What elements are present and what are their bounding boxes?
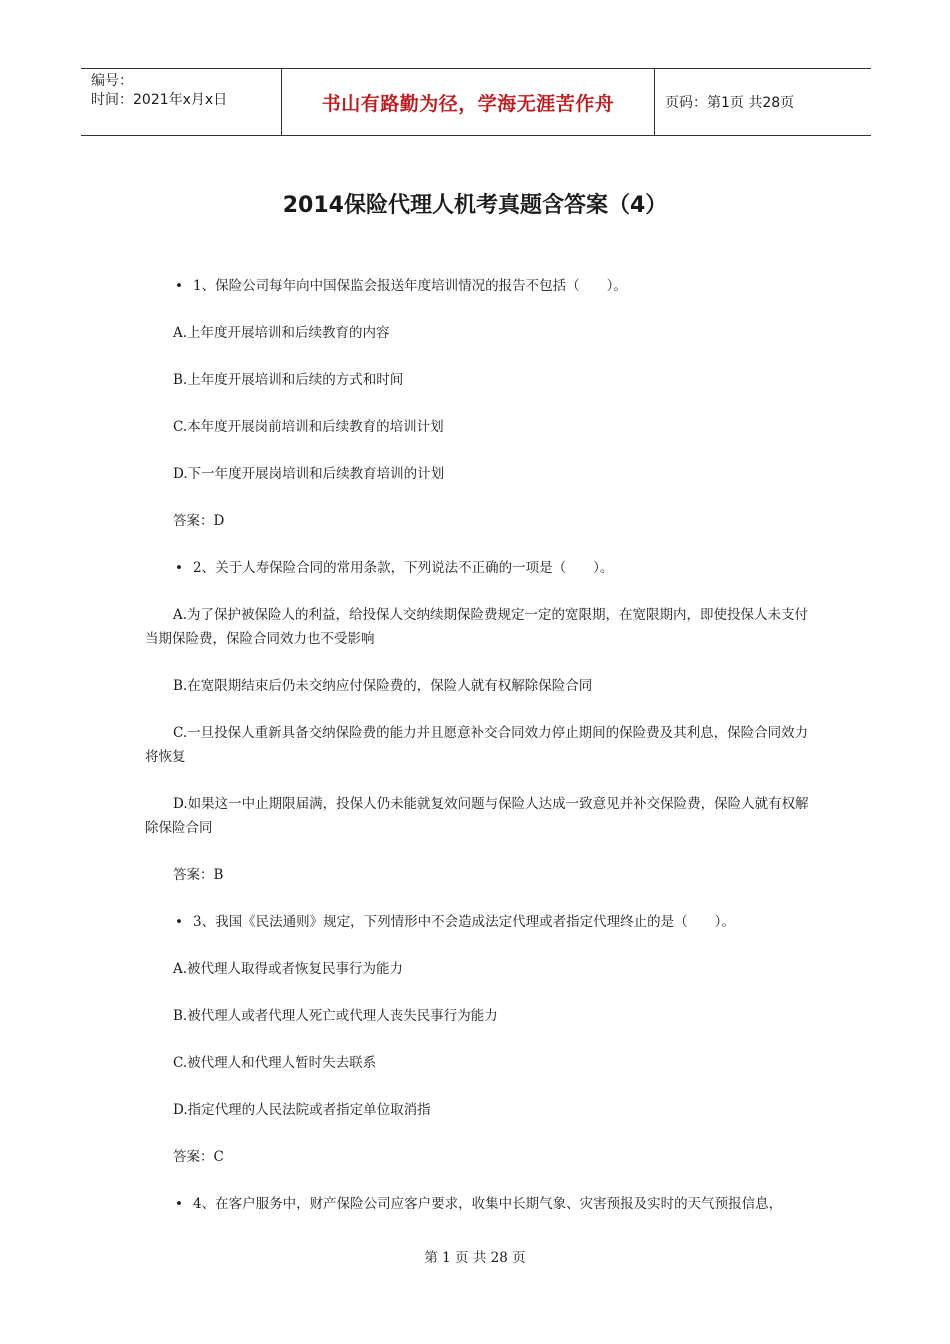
option: B.上年度开展培训和后续的方式和时间: [173, 372, 404, 388]
document-title: 2014保险代理人机考真题含答案（4）: [282, 193, 668, 218]
header-meta: [81, 69, 282, 135]
option: B.在宽限期结束后仍未交纳应付保险费的，保险人就有权解除保险合同: [173, 678, 593, 694]
answer: 答案：C: [173, 1149, 224, 1165]
bullet: •: [175, 278, 183, 294]
option: C.被代理人和代理人暂时失去联系: [173, 1055, 377, 1071]
option: C.本年度开展岗前培训和后续教育的培训计划: [173, 419, 444, 435]
number-label: 编号：: [91, 73, 133, 89]
bullet: •: [175, 1196, 183, 1212]
document-header: [81, 68, 871, 136]
bullet: •: [175, 560, 183, 576]
option: B.被代理人或者代理人死亡或代理人丧失民事行为能力: [173, 1008, 498, 1024]
option: A.为了保护被保险人的利益，给投保人交纳续期保险费规定一定的宽限期，在宽限期内，即使投保人未支付当期保险费，保险合同效力也不受影响: [145, 607, 809, 647]
option: D.下一年度开展岗培训和后续教育培训的计划: [173, 466, 445, 482]
answer: 答案：D: [173, 513, 225, 529]
header-page-code: 页码：第1页 共28页: [665, 95, 795, 111]
option: A.上年度开展培训和后续教育的内容: [173, 325, 390, 341]
option: D.如果这一中止期限届满，投保人仍未能就复效问题与保险人达成一致意见并补交保险费，保险人就有权解除保险合同: [145, 796, 809, 836]
option: C.一旦投保人重新具备交纳保险费的能力并且愿意补交合同效力停止期间的保险费及其利息，保险合同效力将恢复: [145, 725, 809, 765]
question-list: [145, 274, 813, 1239]
time-label: 时间：2021年x月x日: [91, 92, 228, 108]
header-motto: 书山有路勤为径，学海无涯苦作舟: [282, 69, 655, 135]
page-footer: 第 1 页 共 28 页: [424, 1250, 526, 1266]
answer: 答案：B: [173, 867, 224, 883]
option: A.被代理人取得或者恢复民事行为能力: [173, 961, 404, 977]
question-stem: • 4、在客户服务中，财产保险公司应客户要求，收集中长期气象、灾害预报及实时的天气预报信息，: [145, 1192, 813, 1216]
question-stem: • 2、关于人寿保险合同的常用条款，下列说法不正确的一项是（ ）。: [145, 556, 813, 580]
option: D.指定代理的人民法院或者指定单位取消指: [173, 1102, 431, 1118]
question-stem: • 3、我国《民法通则》规定，下列情形中不会造成法定代理或者指定代理终止的是（ ）。: [145, 910, 813, 934]
bullet: •: [175, 914, 183, 930]
question-stem: • 1、保险公司每年向中国保监会报送年度培训情况的报告不包括（ ）。: [145, 274, 813, 298]
